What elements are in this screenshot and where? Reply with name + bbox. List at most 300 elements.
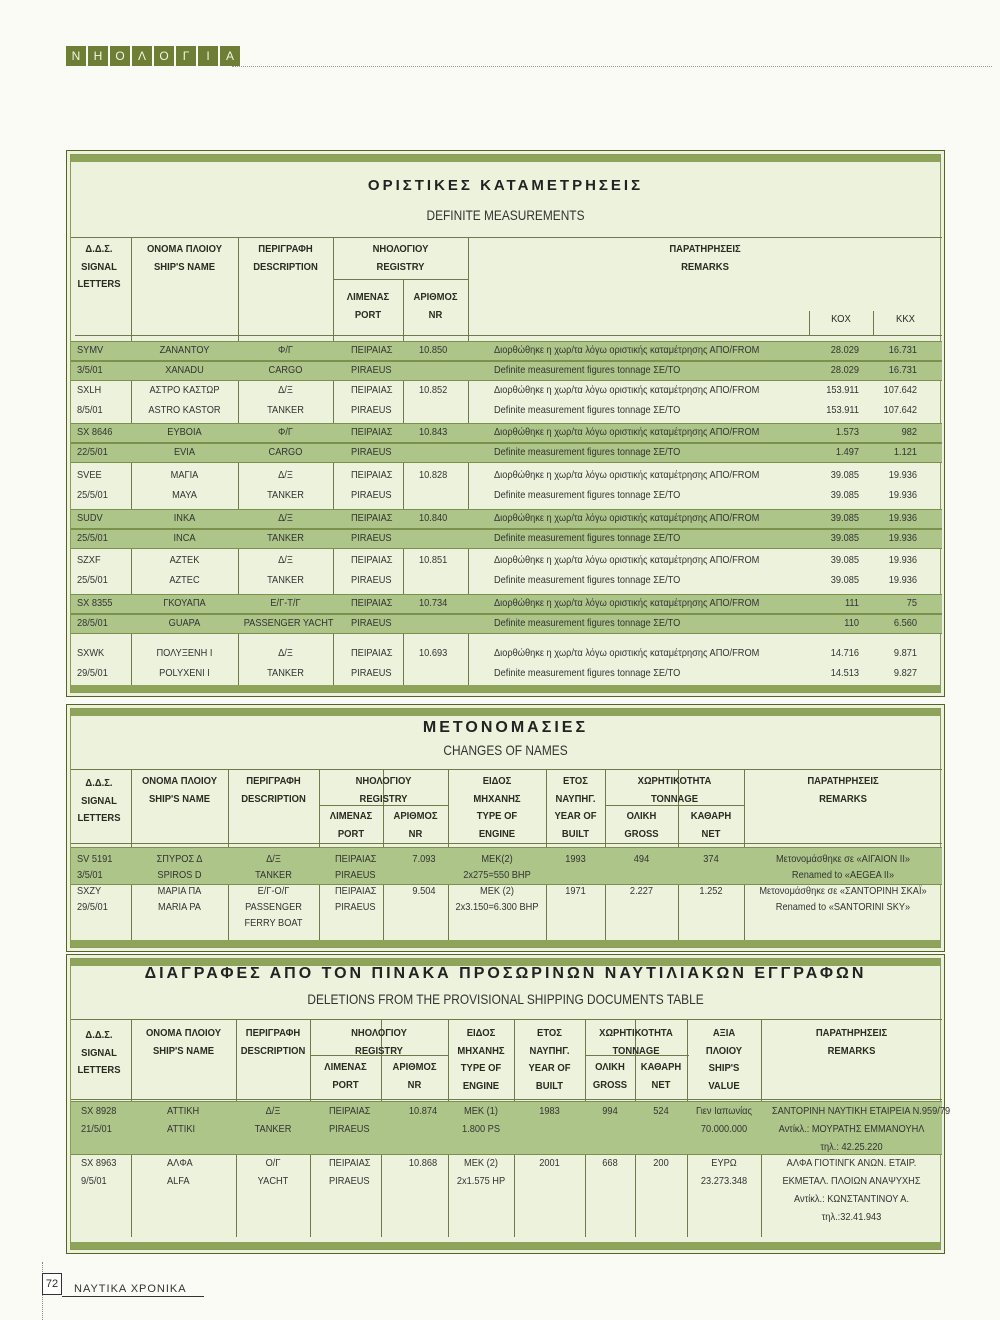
col-net-header: ΚΑΘΑΡΗ <box>640 1061 682 1073</box>
ship-name: MARIA PA <box>158 901 201 913</box>
ship-name: AZTEC <box>169 574 200 586</box>
header-letter: Ι <box>198 46 218 66</box>
remarks: Definite measurement figures tonnage ΣΕ/TO <box>494 364 681 376</box>
header-letter: Ο <box>110 46 130 66</box>
description: TANKER <box>267 489 304 501</box>
col-tonnage-header: ΧΩΡΗΤΙΚΟΤΗΤΑ <box>599 1027 673 1039</box>
year-built: 1993 <box>565 853 586 865</box>
definite-subtitle: DEFINITE MEASUREMENTS <box>426 207 585 223</box>
registry-nr: 10.693 <box>419 647 448 659</box>
col-year-header: ΝΑΥΠΗΓ. <box>555 792 596 805</box>
col-desc-header: ΠΕΡΙΓΡΑΦΗ <box>246 775 301 787</box>
kkx-value: 75 <box>906 597 917 609</box>
registry-nr: 10.734 <box>419 597 448 609</box>
signal-letters: SXLH <box>77 384 102 396</box>
description: CARGO <box>268 446 303 458</box>
engine-type: ΜΕΚ (2) <box>464 1157 498 1169</box>
ship-name: ΖΑΝΑΝΤΟΥ <box>159 344 210 356</box>
col-year-header: BUILT <box>535 1079 564 1092</box>
description: FERRY BOAT <box>244 917 303 929</box>
col-registry-header: ΝΗΟΛΟΓΙΟΥ <box>351 1027 407 1039</box>
deletions-panel <box>66 954 951 1254</box>
gross-tonnage: 2.227 <box>629 885 654 897</box>
col-port-header: PORT <box>337 827 365 840</box>
registry-port: PIRAEUS <box>329 1175 370 1187</box>
ship-name: GUAPA <box>168 617 201 629</box>
remarks: τηλ.:32.41.943 <box>821 1211 882 1223</box>
col-nr-header: ΑΡΙΘΜΟΣ <box>393 810 438 822</box>
col-nr-header: NR <box>408 827 423 840</box>
kkx-value: 9.827 <box>893 667 917 679</box>
description: PASSENGER <box>245 901 302 913</box>
signal-letters: 22/5/01 <box>77 446 108 458</box>
signal-letters: SZXF <box>77 554 101 566</box>
ship-value: Γιεν Ιαπωνίας <box>696 1105 752 1117</box>
page-number: 72 <box>42 1273 62 1295</box>
signal-letters: SV 5191 <box>77 853 113 865</box>
registry-port: PIRAEUS <box>329 1123 370 1135</box>
gross-tonnage: 668 <box>602 1157 618 1169</box>
signal-letters: SUDV <box>77 512 103 524</box>
ship-name: ALFA <box>167 1175 190 1187</box>
header-letter: Α <box>220 46 240 66</box>
remarks: Definite measurement figures tonnage ΣΕ/TO <box>494 617 681 629</box>
signal-letters: SXZY <box>77 885 102 897</box>
col-remarks-header: ΠΑΡΑΤΗΡΗΣΕΙΣ <box>815 1027 888 1039</box>
col-remarks-header: ΠΑΡΑΤΗΡΗΣΕΙΣ <box>669 243 741 255</box>
ship-name: INCA <box>173 532 196 544</box>
registry-nr: 10.840 <box>419 512 448 524</box>
col-name-header: ΟΝΟΜΑ ΠΛΟΙΟΥ <box>146 243 223 255</box>
rule <box>71 1019 942 1020</box>
engine-type: 2x1.575 HP <box>456 1175 506 1187</box>
description: PASSENGER YACHT <box>243 617 334 629</box>
remarks: Αντίκλ.: ΚΩΝΣΤΑΝΤΙΝΟΥ Α. <box>793 1193 910 1205</box>
signal-letters: 8/5/01 <box>77 404 103 416</box>
registry-port: ΠΕΙΡΑΙΑΣ <box>351 597 393 609</box>
remarks: Διορθώθηκε η χωρ/τα λόγω οριστικής καταμέτρησης ΑΠΟ/FROM <box>494 597 760 609</box>
description: TANKER <box>255 869 292 881</box>
col-name-header: SHIP'S NAME <box>153 260 216 273</box>
gross-tonnage: 494 <box>633 853 650 865</box>
col-port-header: PORT <box>354 308 382 321</box>
description: Δ/Ξ <box>278 512 293 524</box>
net-tonnage: 1.252 <box>699 885 723 897</box>
signal-letters: SX 8646 <box>77 426 113 438</box>
gross-tonnage: 994 <box>602 1105 618 1117</box>
remarks: Definite measurement figures tonnage ΣΕ/TO <box>494 667 681 679</box>
engine-type: 1.800 PS <box>461 1123 501 1135</box>
col-registry-header: REGISTRY <box>376 260 425 273</box>
col-desc-header: DESCRIPTION <box>241 792 306 805</box>
kkx-value: 9.871 <box>893 647 917 659</box>
col-remarks-header: REMARKS <box>819 792 867 805</box>
registry-port: PIRAEUS <box>351 532 392 544</box>
deletions-subtitle: DELETIONS FROM THE PROVISIONAL SHIPPING DOCUMENTS TABLE <box>307 991 704 1007</box>
col-year-header: YEAR OF <box>528 1062 571 1074</box>
signal-letters: 25/5/01 <box>77 574 108 586</box>
ship-name: ΣΠΥΡΟΣ Δ <box>156 853 203 865</box>
ship-name: ΙΝΚΑ <box>173 512 196 524</box>
signal-letters: SX 8355 <box>77 597 113 609</box>
description: TANKER <box>267 667 304 679</box>
registry-nr: 10.868 <box>408 1157 438 1169</box>
col-port-header: PORT <box>332 1078 359 1091</box>
panel-bottom-bar <box>71 940 940 947</box>
rule <box>71 769 942 770</box>
registry-nr: 10.852 <box>419 384 448 396</box>
kkx-value: 16.731 <box>888 364 917 376</box>
registry-port: PIRAEUS <box>335 901 376 913</box>
col-name-header: SHIP'S NAME <box>152 1044 215 1057</box>
year-built: 2001 <box>539 1157 560 1169</box>
col-kkx-header: ΚΚΧ <box>896 313 915 325</box>
ship-name: ΜΑΡΙΑ ΠΑ <box>157 885 202 897</box>
ship-name: SPIROS D <box>157 869 202 881</box>
changes-of-names-panel <box>66 704 945 952</box>
signal-letters: SX 8963 <box>81 1157 117 1169</box>
remarks: Renamed to «SANTORINI SKY» <box>775 901 911 913</box>
remarks: Διορθώθηκε η χωρ/τα λόγω οριστικής καταμέτρησης ΑΠΟ/FROM <box>494 426 760 438</box>
rule <box>71 1099 942 1100</box>
col-desc-header: ΠΕΡΙΓΡΑΦΗ <box>258 243 313 255</box>
col-desc-header: DESCRIPTION <box>253 260 318 273</box>
kkx-value: 19.936 <box>888 469 917 481</box>
col-signal-header: SIGNAL <box>81 260 117 273</box>
remarks: Definite measurement figures tonnage ΣΕ/TO <box>494 404 681 416</box>
header-letter: Ν <box>66 46 86 66</box>
description: Δ/Ξ <box>265 1105 281 1117</box>
kox-value: 39.085 <box>830 469 859 481</box>
section-header <box>66 46 240 66</box>
col-engine-header: ENGINE <box>478 827 516 840</box>
registry-nr: 10.828 <box>419 469 448 481</box>
description: Δ/Ξ <box>266 853 281 865</box>
col-registry-header: REGISTRY <box>355 1044 403 1057</box>
registry-nr: 10.850 <box>419 344 448 356</box>
col-gross-header: GROSS <box>624 827 659 840</box>
col-net-header: NET <box>701 827 721 840</box>
remarks: Μετονομάσθηκε σε «ΑΙΓΑΙΟΝ ΙΙ» <box>775 853 911 865</box>
description: TANKER <box>267 574 304 586</box>
ship-name: XANADU <box>165 364 204 376</box>
registry-port: PIRAEUS <box>351 489 392 501</box>
signal-letters: 3/5/01 <box>77 364 103 376</box>
registry-nr: 10.874 <box>408 1105 438 1117</box>
kkx-value: 16.731 <box>888 344 917 356</box>
remarks: Διορθώθηκε η χωρ/τα λόγω οριστικής καταμέτρησης ΑΠΟ/FROM <box>494 512 760 524</box>
col-nr-header: NR <box>407 1078 422 1091</box>
kox-value: 39.085 <box>830 489 859 501</box>
kox-value: 28.029 <box>830 344 859 356</box>
signal-letters: 28/5/01 <box>77 617 108 629</box>
ship-name: ATTIKI <box>167 1123 196 1135</box>
col-nr-header: NR <box>428 308 443 321</box>
kox-value: 39.085 <box>830 554 859 566</box>
remarks: Διορθώθηκε η χωρ/τα λόγω οριστικής καταμέτρησης ΑΠΟ/FROM <box>494 647 760 659</box>
col-signal-header: LETTERS <box>77 812 121 824</box>
col-year-header: YEAR OF <box>554 810 597 822</box>
registry-port: ΠΕΙΡΑΙΑΣ <box>335 885 377 897</box>
kkx-value: 107.642 <box>883 384 917 396</box>
signal-letters: 29/5/01 <box>77 667 108 679</box>
col-value-header: ΠΛΟΙΟΥ <box>705 1044 743 1057</box>
header-letter: Η <box>88 46 108 66</box>
kox-value: 1.497 <box>835 446 859 458</box>
registry-port: ΠΕΙΡΑΙΑΣ <box>335 853 377 865</box>
col-signal-header: LETTERS <box>77 1064 121 1076</box>
engine-type: ΜΕΚ (1) <box>464 1105 498 1117</box>
kox-value: 111 <box>844 597 859 609</box>
registry-port: PIRAEUS <box>335 869 376 881</box>
col-engine-header: ΜΗΧΑΝΗΣ <box>473 792 521 805</box>
kkx-value: 19.936 <box>888 512 917 524</box>
col-year-header: ΝΑΥΠΗΓ. <box>529 1044 570 1057</box>
col-signal-header: Δ.Δ.Σ. <box>85 1029 113 1041</box>
ship-name: ΑΤΤΙΚΗ <box>167 1105 200 1117</box>
remarks: Definite measurement figures tonnage ΣΕ/TO <box>494 489 681 501</box>
registry-port: ΠΕΙΡΑΙΑΣ <box>351 426 393 438</box>
signal-letters: SXWK <box>77 647 105 659</box>
registry-port: PIRAEUS <box>351 364 392 376</box>
remarks: τηλ.: 42.25.220 <box>820 1141 883 1153</box>
kox-value: 110 <box>844 617 859 629</box>
remarks: Διορθώθηκε η χωρ/τα λόγω οριστικής καταμέτρησης ΑΠΟ/FROM <box>494 469 760 481</box>
signal-letters: 21/5/01 <box>81 1123 112 1135</box>
kkx-value: 19.936 <box>888 554 917 566</box>
col-value-header: SHIP'S <box>708 1062 740 1074</box>
col-engine-header: ΕΙΔΟΣ <box>466 1027 496 1039</box>
remarks: ΣΑΝΤΟΡΙΝΗ ΝΑΥΤΙΚΗ ΕΤΑΙΡΕΙΑ Ν.959/79 <box>771 1105 951 1117</box>
col-signal-header: Δ.Δ.Σ. <box>85 243 113 255</box>
engine-type: 2x3.150=6.300 BHP <box>455 901 539 913</box>
registry-nr: 9.504 <box>412 885 436 897</box>
kox-value: 14.513 <box>830 667 859 679</box>
col-kox-header: ΚΟΧ <box>831 313 851 325</box>
col-port-header: ΛΙΜΕΝΑΣ <box>329 810 373 822</box>
changes-subtitle: CHANGES OF NAMES <box>443 742 568 758</box>
description: Δ/Ξ <box>278 384 293 396</box>
description: Δ/Ξ <box>278 647 293 659</box>
deletions-title: ΔΙΑΓΡΑΦΕΣ ΑΠΟ ΤΟΝ ΠΙΝΑΚΑ ΠΡΟΣΩΡΙΝΩΝ ΝΑΥΤΙΛΙΑΚΩΝ ΕΓΓΡΑΦΩΝ <box>144 965 867 982</box>
kkx-value: 19.936 <box>888 574 917 586</box>
col-value-header: VALUE <box>708 1079 740 1092</box>
remarks: Renamed to «AEGEA II» <box>791 869 895 881</box>
col-port-header: ΛΙΜΕΝΑΣ <box>324 1061 367 1073</box>
ship-name: EVIA <box>173 446 196 458</box>
remarks: Διορθώθηκε η χωρ/τα λόγω οριστικής καταμέτρησης ΑΠΟ/FROM <box>494 384 760 396</box>
ship-name: POLYXENI I <box>159 667 210 679</box>
col-engine-header: TYPE OF <box>460 1062 502 1074</box>
description: Ο/Γ <box>265 1157 281 1169</box>
col-gross-header: GROSS <box>592 1078 628 1091</box>
engine-type: ΜΕΚ(2) <box>481 853 513 865</box>
col-net-header: NET <box>651 1078 671 1091</box>
col-engine-header: ENGINE <box>462 1079 500 1092</box>
col-signal-header: LETTERS <box>77 278 121 290</box>
kox-value: 1.573 <box>835 426 859 438</box>
ship-name: MAYA <box>172 489 197 501</box>
col-name-header: SHIP'S NAME <box>148 792 211 805</box>
col-value-header: ΑΞΙΑ <box>712 1027 736 1039</box>
kkx-value: 19.936 <box>888 532 917 544</box>
definite-measurements-panel <box>66 150 945 697</box>
description: Φ/Γ <box>277 426 294 438</box>
col-remarks-header: ΠΑΡΑΤΗΡΗΣΕΙΣ <box>807 775 879 787</box>
remarks: Διορθώθηκε η χωρ/τα λόγω οριστικής καταμέτρησης ΑΠΟ/FROM <box>494 344 760 356</box>
col-desc-header: ΠΕΡΙΓΡΑΦΗ <box>245 1027 301 1039</box>
col-tonnage-header: TONNAGE <box>612 1044 660 1057</box>
engine-type: 2x275=550 BHP <box>463 869 531 881</box>
kox-value: 39.085 <box>830 574 859 586</box>
remarks: Definite measurement figures tonnage ΣΕ/TO <box>494 532 681 544</box>
remarks: Definite measurement figures tonnage ΣΕ/TO <box>494 446 681 458</box>
signal-letters: SVEE <box>77 469 102 481</box>
description: TANKER <box>254 1123 292 1135</box>
kox-value: 14.716 <box>830 647 859 659</box>
registry-nr: 10.851 <box>419 554 448 566</box>
col-engine-header: ΕΙΔΟΣ <box>482 775 512 787</box>
col-engine-header: TYPE OF <box>476 810 518 822</box>
ship-value: 23.273.348 <box>700 1175 748 1187</box>
engine-type: ΜΕΚ (2) <box>480 885 514 897</box>
ship-name: ΓΚΟΥΑΠΑ <box>163 597 206 609</box>
description: Ε/Γ-Τ/Γ <box>270 597 301 609</box>
registry-nr: 7.093 <box>412 853 436 865</box>
description: Δ/Ξ <box>278 554 293 566</box>
kkx-value: 982 <box>901 426 917 438</box>
col-remarks-header: REMARKS <box>827 1044 876 1057</box>
col-signal-header: SIGNAL <box>81 794 117 807</box>
panel-bottom-bar <box>71 685 940 692</box>
kox-value: 28.029 <box>830 364 859 376</box>
registry-port: PIRAEUS <box>351 617 392 629</box>
description: Ε/Γ-Ο/Γ <box>257 885 290 897</box>
ship-value: ΕΥΡΩ <box>711 1157 737 1169</box>
magazine-name: ΝΑΥΤΙΚΑ ΧΡΟΝΙΚΑ <box>74 1283 187 1295</box>
registry-port: PIRAEUS <box>351 667 392 679</box>
signal-letters: 25/5/01 <box>77 532 108 544</box>
remarks: ΕΚΜΕΤΑΛ. ΠΛΟΙΩΝ ΑΝΑΨΥΧΗΣ <box>782 1175 921 1187</box>
definite-title: ΟΡΙΣΤΙΚΕΣ ΚΑΤΑΜΕΤΡΗΣΕΙΣ <box>367 177 644 194</box>
registry-port: PIRAEUS <box>351 574 392 586</box>
description: TANKER <box>267 404 304 416</box>
rule <box>809 311 810 335</box>
registry-port: ΠΕΙΡΑΙΑΣ <box>351 469 393 481</box>
ship-value: 70.000.000 <box>700 1123 748 1135</box>
remarks: Αντίκλ.: ΜΟΥΡΑΤΗΣ ΕΜΜΑΝΟΥΗΛ <box>778 1123 925 1135</box>
col-gross-header: ΟΛΙΚΗ <box>626 810 657 822</box>
col-registry-header: ΝΗΟΛΟΓΙΟΥ <box>372 243 429 255</box>
description: CARGO <box>268 364 303 376</box>
rule <box>71 843 942 844</box>
signal-letters: SX 8928 <box>81 1105 117 1117</box>
header-letter: Ο <box>154 46 174 66</box>
signal-letters: 25/5/01 <box>77 489 108 501</box>
col-name-header: ΟΝΟΜΑ ΠΛΟΙΟΥ <box>141 775 218 787</box>
panel-bottom-bar <box>71 1242 940 1249</box>
year-built: 1983 <box>539 1105 560 1117</box>
col-net-header: ΚΑΘΑΡΗ <box>690 810 732 822</box>
registry-port: PIRAEUS <box>351 404 392 416</box>
registry-port: ΠΕΙΡΑΙΑΣ <box>351 647 393 659</box>
net-tonnage: 200 <box>653 1157 669 1169</box>
description: Φ/Γ <box>277 344 294 356</box>
ship-name: ΕΥΒΟΙΑ <box>167 426 202 438</box>
col-nr-header: ΑΡΙΘΜΟΣ <box>392 1061 437 1073</box>
remarks: Definite measurement figures tonnage ΣΕ/TO <box>494 574 681 586</box>
remarks: ΑΛΦΑ ΓΙΟΤΙΝΓΚ ΑΝΩΝ. ΕΤΑΙΡ. <box>786 1157 917 1169</box>
col-nr-header: ΑΡΙΘΜΟΣ <box>413 291 458 303</box>
col-gross-header: ΟΛΙΚΗ <box>595 1061 625 1073</box>
header-letter: Λ <box>132 46 152 66</box>
ship-name: ΑΖΤΕΚ <box>169 554 200 566</box>
col-name-header: ΟΝΟΜΑ ΠΛΟΙΟΥ <box>145 1027 222 1039</box>
col-tonnage-header: ΧΩΡΗΤΙΚΟΤΗΤΑ <box>637 775 712 787</box>
col-year-header: ΕΤΟΣ <box>537 1027 562 1039</box>
changes-title: ΜΕΤΟΝΟΜΑΣΙΕΣ <box>422 719 589 736</box>
header-letter: Γ <box>176 46 196 66</box>
col-tonnage-header: TONNAGE <box>650 792 699 805</box>
col-year-header: ΕΤΟΣ <box>563 775 588 787</box>
panel-top-bar <box>71 155 940 162</box>
ship-name: ASTRO KASTOR <box>148 404 221 416</box>
description: Δ/Ξ <box>278 469 293 481</box>
registry-port: PIRAEUS <box>351 446 392 458</box>
registry-port: ΠΕΙΡΑΙΑΣ <box>351 384 393 396</box>
registry-nr: 10.843 <box>419 426 448 438</box>
col-year-header: BUILT <box>561 827 590 840</box>
kkx-value: 107.642 <box>883 404 917 416</box>
remarks: Μετονομάσθηκε σε «ΣΑΝΤΟΡΙΝΗ ΣΚΑΪ» <box>759 885 927 897</box>
signal-letters: 9/5/01 <box>81 1175 107 1187</box>
rule <box>75 335 942 336</box>
header-dotted-rule <box>232 66 992 67</box>
description: TANKER <box>267 532 304 544</box>
kkx-value: 19.936 <box>888 489 917 501</box>
kox-value: 153.911 <box>826 384 859 396</box>
kox-value: 39.085 <box>830 532 859 544</box>
remarks: Διορθώθηκε η χωρ/τα λόγω οριστικής καταμέτρησης ΑΠΟ/FROM <box>494 554 760 566</box>
registry-port: ΠΕΙΡΑΙΑΣ <box>329 1105 371 1117</box>
rule <box>873 311 874 335</box>
footer-rule <box>62 1296 204 1297</box>
ship-name: ΠΟΛΥΞΕΝΗ Ι <box>156 647 213 659</box>
col-registry-header: ΝΗΟΛΟΓΙΟΥ <box>355 775 412 787</box>
registry-port: ΠΕΙΡΑΙΑΣ <box>351 512 393 524</box>
ship-name: ΜΑΓΙΑ <box>170 469 199 481</box>
kkx-value: 6.560 <box>893 617 917 629</box>
kox-value: 153.911 <box>826 404 859 416</box>
signal-letters: SYMV <box>77 344 104 356</box>
panel-top-bar <box>71 709 940 716</box>
col-remarks-header: REMARKS <box>681 260 729 273</box>
kox-value: 39.085 <box>830 512 859 524</box>
ship-name: ΑΣΤΡΟ ΚΑΣΤΩΡ <box>149 384 220 396</box>
rule <box>333 279 468 280</box>
ship-name: ΑΛΦΑ <box>167 1157 193 1169</box>
kkx-value: 1.121 <box>893 446 917 458</box>
rule <box>71 237 942 238</box>
col-port-header: ΛΙΜΕΝΑΣ <box>346 291 390 303</box>
col-signal-header: Δ.Δ.Σ. <box>85 777 113 789</box>
registry-port: ΠΕΙΡΑΙΑΣ <box>351 344 393 356</box>
registry-port: ΠΕΙΡΑΙΑΣ <box>329 1157 371 1169</box>
net-tonnage: 524 <box>653 1105 669 1117</box>
col-signal-header: SIGNAL <box>81 1046 117 1059</box>
signal-letters: 3/5/01 <box>77 869 103 881</box>
net-tonnage: 374 <box>703 853 719 865</box>
